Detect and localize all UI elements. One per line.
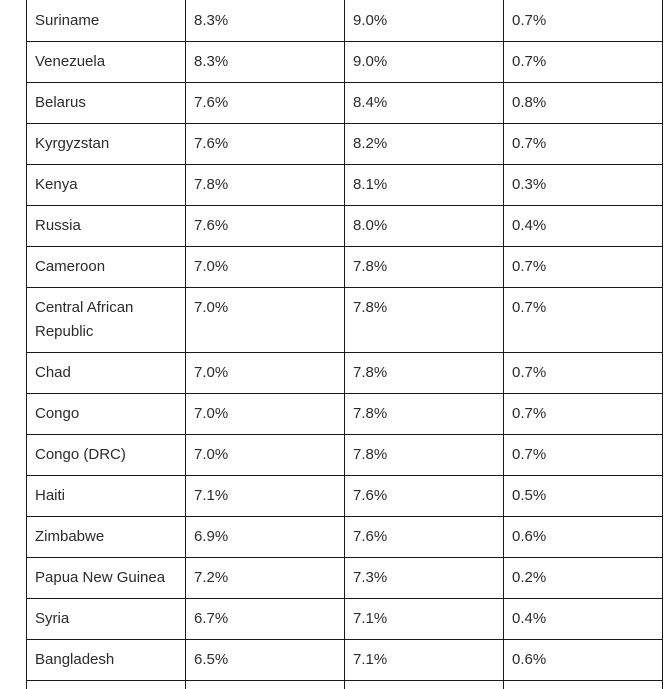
value-cell-1: 7.0% — [186, 353, 345, 394]
data-table — [26, 0, 663, 689]
value-cell-3: 0.7% — [504, 247, 663, 288]
value-cell-3: 0.7% — [504, 394, 663, 435]
country-cell: Venezuela — [27, 42, 186, 83]
country-cell: Syria — [27, 599, 186, 640]
table-body — [27, 0, 663, 689]
value-cell-3: 0.6% — [504, 640, 663, 681]
value-cell-3: 0.7% — [504, 42, 663, 83]
value-cell-1: 7.6% — [186, 206, 345, 247]
table-row — [27, 0, 663, 42]
country-cell: Haiti — [27, 476, 186, 517]
value-cell-1: 8.3% — [186, 42, 345, 83]
country-cell: Kyrgyzstan — [27, 124, 186, 165]
country-cell: Kenya — [27, 165, 186, 206]
value-cell-2: 7.8% — [345, 353, 504, 394]
value-cell-1: 7.8% — [186, 165, 345, 206]
value-cell-1: 7.2% — [186, 558, 345, 599]
value-cell-3: 0.3% — [504, 165, 663, 206]
value-cell-2: 7.8% — [345, 435, 504, 476]
value-cell-1: 7.0% — [186, 435, 345, 476]
country-cell: Chad — [27, 353, 186, 394]
value-cell-2: 8.2% — [345, 124, 504, 165]
country-cell: Central African Republic — [27, 288, 186, 353]
table-row — [27, 435, 663, 476]
table-row — [27, 353, 663, 394]
value-cell-2: 7.8% — [345, 247, 504, 288]
data-table-container — [26, 0, 658, 689]
table-row — [27, 288, 663, 353]
value-cell-3: 0.7% — [504, 353, 663, 394]
value-cell-2: 7.8% — [345, 394, 504, 435]
value-cell-1 — [186, 681, 345, 689]
value-cell-1: 7.0% — [186, 247, 345, 288]
value-cell-3: 0.2% — [504, 558, 663, 599]
value-cell-3: 0.7% — [504, 124, 663, 165]
value-cell-1: 8.3% — [186, 0, 345, 42]
country-cell: Cameroon — [27, 247, 186, 288]
table-row — [27, 558, 663, 599]
country-cell: Suriname — [27, 0, 186, 42]
country-cell: Russia — [27, 206, 186, 247]
value-cell-1: 7.6% — [186, 124, 345, 165]
value-cell-3: 0.7% — [504, 435, 663, 476]
value-cell-1: 6.7% — [186, 599, 345, 640]
table-row — [27, 599, 663, 640]
table-row — [27, 640, 663, 681]
table-row — [27, 394, 663, 435]
value-cell-1: 6.9% — [186, 517, 345, 558]
value-cell-3: 0.7% — [504, 288, 663, 353]
table-row — [27, 517, 663, 558]
value-cell-2: 9.0% — [345, 42, 504, 83]
value-cell-1: 7.0% — [186, 394, 345, 435]
value-cell-2: 7.3% — [345, 558, 504, 599]
country-cell: Congo — [27, 394, 186, 435]
table-row — [27, 42, 663, 83]
country-cell: Congo (DRC) — [27, 435, 186, 476]
value-cell-2: 7.8% — [345, 288, 504, 353]
value-cell-2: 8.0% — [345, 206, 504, 247]
value-cell-2: 7.1% — [345, 640, 504, 681]
table-row — [27, 247, 663, 288]
value-cell-1: 7.0% — [186, 288, 345, 353]
value-cell-2: 8.4% — [345, 83, 504, 124]
table-row — [27, 124, 663, 165]
table-row — [27, 206, 663, 247]
country-cell: Papua New Guinea — [27, 558, 186, 599]
value-cell-1: 7.1% — [186, 476, 345, 517]
value-cell-2 — [345, 681, 504, 689]
value-cell-3: 0.5% — [504, 476, 663, 517]
value-cell-3: 0.4% — [504, 206, 663, 247]
value-cell-3: 0.8% — [504, 83, 663, 124]
value-cell-2: 7.1% — [345, 599, 504, 640]
value-cell-3: 0.4% — [504, 599, 663, 640]
table-row — [27, 83, 663, 124]
value-cell-2: 7.6% — [345, 517, 504, 558]
table-row — [27, 476, 663, 517]
value-cell-2: 8.1% — [345, 165, 504, 206]
value-cell-3: 0.6% — [504, 517, 663, 558]
country-cell: Belarus — [27, 83, 186, 124]
value-cell-2: 9.0% — [345, 0, 504, 42]
value-cell-3: 0.7% — [504, 0, 663, 42]
country-cell: Zimbabwe — [27, 517, 186, 558]
value-cell-3 — [504, 681, 663, 689]
value-cell-1: 7.6% — [186, 83, 345, 124]
country-cell: Bangladesh — [27, 640, 186, 681]
country-cell — [27, 681, 186, 689]
value-cell-2: 7.6% — [345, 476, 504, 517]
table-row — [27, 165, 663, 206]
table-row — [27, 681, 663, 689]
value-cell-1: 6.5% — [186, 640, 345, 681]
